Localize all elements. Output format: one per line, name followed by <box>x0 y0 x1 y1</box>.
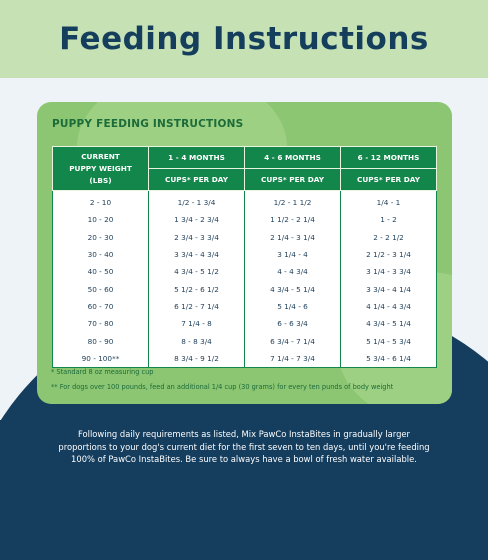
cups-cell: 1/4 - 1 <box>341 191 437 212</box>
cups-cell: 4 3/4 - 5 1/4 <box>341 315 437 332</box>
cups-cell: 4 3/4 - 5 1/2 <box>149 263 245 280</box>
age-header: 4 - 6 MONTHS <box>245 147 341 169</box>
cups-cell: 2 1/4 - 3 1/4 <box>245 229 341 246</box>
cups-cell: 2 - 2 1/2 <box>341 229 437 246</box>
weight-cell: 2 - 10 <box>53 191 149 212</box>
footer-line: 100% of PawCo InstaBites. Be sure to always have a bowl of fresh water available. <box>71 454 417 464</box>
footnote-large-dogs: ** For dogs over 100 pounds, feed an additional 1/4 cup (30 grams) for every ten punds of body weight <box>51 383 394 391</box>
age-header: 1 - 4 MONTHS <box>149 147 245 169</box>
cups-cell: 3 1/4 - 3 3/4 <box>341 263 437 280</box>
footer-line: Following daily requirements as listed, Mix PawCo InstaBites in gradually larger <box>78 429 410 439</box>
cups-cell: 6 - 6 3/4 <box>245 315 341 332</box>
cups-cell: 1/2 - 1 3/4 <box>149 191 245 212</box>
cups-cell: 5 1/2 - 6 1/2 <box>149 280 245 297</box>
table-row <box>53 298 437 315</box>
weight-column-header: CURRENT PUPPY WEIGHT (LBS) <box>53 147 149 191</box>
table-row <box>53 263 437 280</box>
weight-cell: 70 - 80 <box>53 315 149 332</box>
cups-cell: 5 3/4 - 6 1/4 <box>341 350 437 368</box>
cups-cell: 1 - 2 <box>341 211 437 228</box>
table-row <box>53 246 437 263</box>
cups-cell: 7 1/4 - 7 3/4 <box>245 350 341 368</box>
cups-cell: 8 - 8 3/4 <box>149 332 245 349</box>
cups-cell: 3 1/4 - 4 <box>245 246 341 263</box>
cups-cell: 4 3/4 - 5 1/4 <box>245 280 341 297</box>
cups-cell: 7 1/4 - 8 <box>149 315 245 332</box>
feeding-table <box>52 146 437 368</box>
unit-header: CUPS* PER DAY <box>245 169 341 191</box>
weight-cell: 50 - 60 <box>53 280 149 297</box>
unit-header: CUPS* PER DAY <box>149 169 245 191</box>
weight-cell: 80 - 90 <box>53 332 149 349</box>
cups-cell: 4 1/4 - 4 3/4 <box>341 298 437 315</box>
cups-cell: 8 3/4 - 9 1/2 <box>149 350 245 368</box>
table-row <box>53 229 437 246</box>
weight-cell: 10 - 20 <box>53 211 149 228</box>
footnote-cup: * Standard 8 oz measuring cup <box>51 368 154 376</box>
table-row <box>53 211 437 228</box>
cups-cell: 3 3/4 - 4 1/4 <box>341 280 437 297</box>
cups-cell: 2 3/4 - 3 3/4 <box>149 229 245 246</box>
card-title: PUPPY FEEDING INSTRUCTIONS <box>52 118 244 130</box>
page-title: Feeding Instructions <box>59 21 429 57</box>
weight-cell: 20 - 30 <box>53 229 149 246</box>
cups-cell: 6 1/2 - 7 1/4 <box>149 298 245 315</box>
cups-cell: 1/2 - 1 1/2 <box>245 191 341 212</box>
header-band <box>0 0 488 78</box>
cups-cell: 6 3/4 - 7 1/4 <box>245 332 341 349</box>
weight-cell: 30 - 40 <box>53 246 149 263</box>
age-header: 6 - 12 MONTHS <box>341 147 437 169</box>
cups-cell: 1 1/2 - 2 1/4 <box>245 211 341 228</box>
feeding-card <box>37 102 452 404</box>
cups-cell: 5 1/4 - 5 3/4 <box>341 332 437 349</box>
cups-cell: 3 3/4 - 4 3/4 <box>149 246 245 263</box>
table-row <box>53 350 437 368</box>
weight-cell: 60 - 70 <box>53 298 149 315</box>
cups-cell: 4 - 4 3/4 <box>245 263 341 280</box>
footer-instructions <box>0 428 488 466</box>
unit-header: CUPS* PER DAY <box>341 169 437 191</box>
footer-line: proportions to your dog's current diet for the first seven to ten days, until you're feeding <box>58 441 430 452</box>
table-row <box>53 191 437 212</box>
table-row <box>53 332 437 349</box>
weight-cell: 90 - 100** <box>53 350 149 368</box>
cups-cell: 2 1/2 - 3 1/4 <box>341 246 437 263</box>
table-row <box>53 280 437 297</box>
weight-cell: 40 - 50 <box>53 263 149 280</box>
table-row <box>53 315 437 332</box>
cups-cell: 5 1/4 - 6 <box>245 298 341 315</box>
cups-cell: 1 3/4 - 2 3/4 <box>149 211 245 228</box>
